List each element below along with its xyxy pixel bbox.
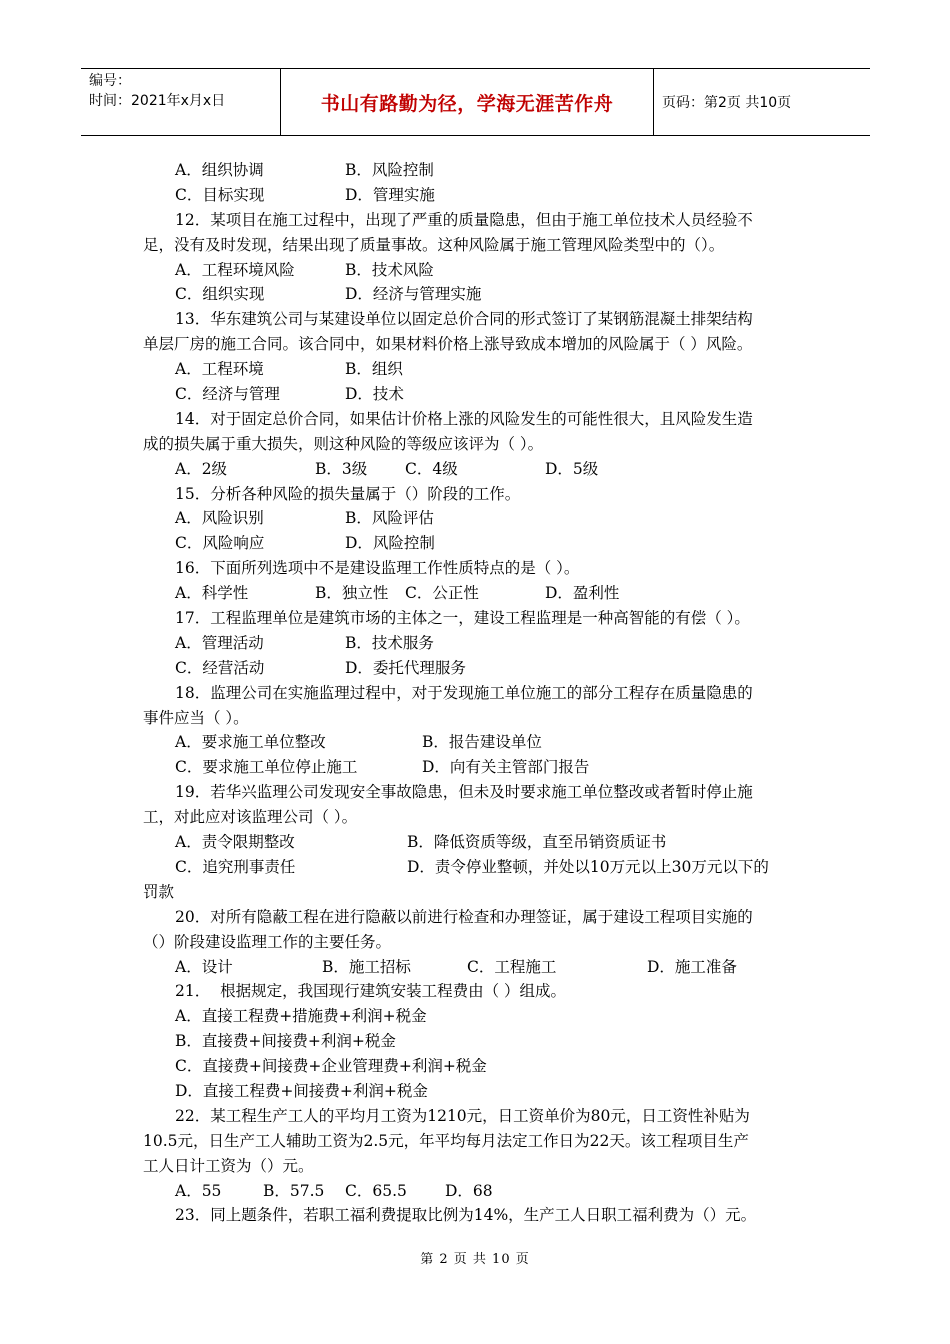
option-item: A．工程环境风险 (175, 260, 295, 279)
option-row (143, 382, 808, 407)
option-row (143, 631, 808, 656)
option-item: A．组织协调 (175, 161, 264, 179)
option-item: A．管理活动 (175, 633, 264, 652)
option-item: D．施工准备 (647, 957, 737, 976)
document-number-label: 编号： (89, 73, 131, 89)
option-item: C．目标实现 (175, 185, 265, 204)
header-page-info: 页码：第2页 共10页 (662, 95, 792, 111)
option-item: D．委托代理服务 (345, 658, 466, 677)
option-row (143, 183, 808, 208)
exam-content (143, 158, 808, 1228)
option-item: B．风险评估 (345, 509, 434, 528)
paragraph-continuation: 10.5元，日生产工人辅助工资为2.5元，年平均每月法定工作日为22天。该工程项目生产 (143, 1131, 749, 1150)
option-row (143, 457, 808, 482)
paragraph-line: 18．监理公司在实施监理过程中，对于发现施工单位施工的部分工程存在质量隐患的 (175, 683, 753, 702)
page-header (81, 68, 870, 136)
option-row (143, 258, 808, 283)
option-item: C．65.5 (345, 1181, 407, 1200)
paragraph-line: C．直接费+间接费+企业管理费+利润+税金 (175, 1057, 487, 1076)
option-item: B．风险控制 (345, 161, 434, 179)
option-item: A．工程环境 (175, 360, 264, 379)
option-item: C．经营活动 (175, 658, 265, 677)
option-item: B．技术风险 (345, 260, 434, 279)
option-item: A．责令限期整改 (175, 833, 295, 852)
header-motto: 书山有路勤为径，学海无涯苦作舟 (281, 69, 654, 135)
option-item: B．技术服务 (345, 633, 434, 652)
option-item: D．5级 (545, 459, 599, 478)
option-item: B．3级 (315, 459, 368, 478)
paragraph-line: 13．华东建筑公司与某建设单位以固定总价合同的形式签订了某钢筋混凝土排架结构 (175, 310, 753, 329)
option-row (143, 1179, 808, 1204)
option-item: D．盈利性 (545, 584, 620, 603)
option-item: D．经济与管理实施 (345, 285, 482, 304)
option-item: B．施工招标 (322, 957, 411, 976)
option-item: B．独立性 (315, 584, 389, 603)
paragraph-line: 22．某工程生产工人的平均月工资为1210元，日工资单价为80元，日工资性补贴为 (175, 1106, 750, 1125)
paragraph-line: D．直接工程费+间接费+利润+税金 (175, 1081, 428, 1100)
option-row (143, 955, 808, 980)
paragraph-continuation: 足，没有及时发现，结果出现了质量事故。这种风险属于施工管理风险类型中的（）。 (143, 235, 725, 254)
paragraph-continuation: 罚款 (143, 882, 175, 901)
paragraph-line: 19．若华兴监理公司发现安全事故隐患，但未及时要求施工单位整改或者暂时停止施 (175, 783, 753, 802)
paragraph-continuation: 事件应当（ ）。 (143, 708, 249, 727)
paragraph-line: 16．下面所列选项中不是建设监理工作性质特点的是（ ）。 (175, 559, 580, 578)
header-meta (81, 69, 281, 135)
option-item: C．4级 (405, 459, 458, 478)
document-time-label: 时间：2021年x月x日 (89, 93, 226, 109)
option-item: A．要求施工单位整改 (175, 733, 326, 752)
option-item: C．风险响应 (175, 534, 265, 553)
paragraph-line: 14．对于固定总价合同，如果估计价格上涨的风险发生的可能性很大，且风险发生造 (175, 409, 753, 428)
option-item: C．工程施工 (467, 957, 557, 976)
option-item: D．风险控制 (345, 534, 435, 553)
option-item: D．技术 (345, 385, 404, 404)
option-row (143, 158, 808, 183)
option-item: D．向有关主管部门报告 (422, 758, 590, 777)
paragraph-line: 21． 根据规定，我国现行建筑安装工程费由（ ）组成。 (175, 982, 567, 1001)
option-item: C．公正性 (405, 584, 479, 603)
paragraph-line: A．直接工程费+措施费+利润+税金 (175, 1007, 427, 1026)
option-item: A．设计 (175, 957, 233, 976)
option-row (143, 506, 808, 531)
option-item: C．组织实现 (175, 285, 265, 304)
page-footer: 第 2 页 共 10 页 (420, 1252, 530, 1267)
option-item: A．55 (175, 1181, 222, 1200)
option-item: C．要求施工单位停止施工 (175, 758, 358, 777)
option-row (143, 855, 808, 880)
option-item: C．经济与管理 (175, 385, 280, 404)
option-row (143, 656, 808, 681)
option-item: D．管理实施 (345, 185, 435, 204)
paragraph-line: 23．同上题条件，若职工福利费提取比例为14%，生产工人日职工福利费为（）元。 (175, 1206, 757, 1225)
paragraph-continuation: 工人日计工资为（）元。 (143, 1156, 314, 1175)
paragraph-line: B．直接费+间接费+利润+税金 (175, 1032, 396, 1051)
option-item: A．2级 (175, 459, 228, 478)
paragraph-continuation: 单层厂房的施工合同。该合同中，如果材料价格上涨导致成本增加的风险属于（ ）风险。 (143, 335, 753, 354)
option-item: B．降低资质等级，直至吊销资质证书 (407, 833, 667, 852)
option-item: A．科学性 (175, 584, 249, 603)
option-row (143, 730, 808, 755)
paragraph-continuation: 成的损失属于重大损失，则这种风险的等级应该评为（ ）。 (143, 434, 544, 453)
option-item: A．风险识别 (175, 509, 264, 528)
option-row (143, 357, 808, 382)
paragraph-line: 12．某项目在施工过程中，出现了严重的质量隐患，但由于施工单位技术人员经验不 (175, 210, 753, 229)
option-row (143, 830, 808, 855)
paragraph-line: 20．对所有隐蔽工程在进行隐蔽以前进行检查和办理签证，属于建设工程项目实施的 (175, 907, 753, 926)
option-item: D．责令停业整顿，并处以10万元以上30万元以下的 (407, 857, 769, 876)
option-item: B．57.5 (263, 1181, 325, 1200)
option-row (143, 531, 808, 556)
option-row (143, 581, 808, 606)
option-row (143, 282, 808, 307)
option-item: C．追究刑事责任 (175, 857, 296, 876)
option-item: B．组织 (345, 360, 403, 379)
paragraph-continuation: （）阶段建设监理工作的主要任务。 (143, 932, 392, 951)
option-item: D．68 (445, 1181, 493, 1200)
option-row (143, 755, 808, 780)
option-item: B．报告建设单位 (422, 733, 542, 752)
paragraph-line: 15．分析各种风险的损失量属于（）阶段的工作。 (175, 484, 521, 503)
paragraph-line: 17．工程监理单位是建筑市场的主体之一，建设工程监理是一种高智能的有偿（ ）。 (175, 609, 750, 628)
paragraph-continuation: 工，对此应对该监理公司（ ）。 (143, 808, 358, 827)
